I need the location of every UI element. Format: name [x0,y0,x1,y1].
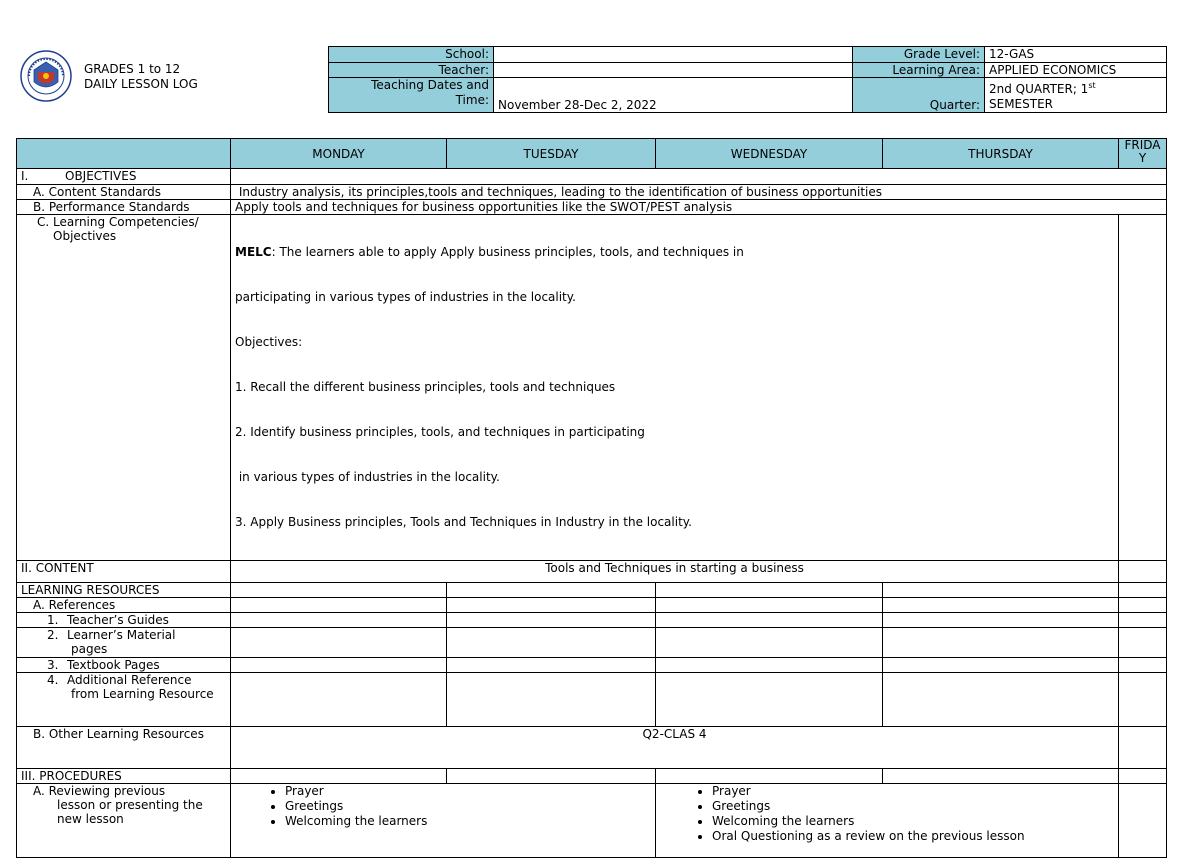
teacher-field[interactable] [494,63,853,78]
header-title-block [84,62,198,92]
deped-seal-icon [20,50,72,102]
performance-standards-value: Apply tools and techniques for business opportunities like the SWOT/PEST analysis [231,200,1167,215]
day-tuesday: TUESDAY [447,139,656,169]
grade-level-label: Grade Level: [853,47,985,63]
other-learning-resources-value: Q2-CLAS 4 [231,727,1119,769]
content-heading: II. CONTENT [17,561,231,583]
school-field[interactable] [494,47,853,63]
friday-review-cell [1119,784,1167,858]
reviewing-previous-lesson-label: A. Reviewing previous lesson or presenting the new lesson [17,784,231,858]
list-item: • Prayer [285,784,651,799]
learning-competencies-label: C. Learning Competencies/ Objectives [17,215,231,561]
list-item: • Welcoming the learners [285,814,651,829]
review-list-right [660,784,1114,844]
quarter-label: Quarter: [853,78,985,113]
list-item: • Welcoming the learners [712,814,1114,829]
learning-resources-heading: LEARNING RESOURCES [17,583,231,598]
teaching-dates-value: November 28-Dec 2, 2022 [494,78,853,113]
teaching-dates-label: Teaching Dates and Time: [329,78,494,113]
friday-competency-cell [1119,215,1167,561]
learning-area-value: APPLIED ECONOMICS [985,63,1167,78]
resource-learners-material: 2. Learner’s Material pages [17,628,231,658]
objectives-heading-blank [231,169,1167,185]
review-activities-mon-tue [231,784,656,858]
list-item: • Greetings [712,799,1114,814]
teacher-label: Teacher: [329,63,494,78]
learning-area-label: Learning Area: [853,63,985,78]
header-info-table [328,46,1167,113]
content-value: Tools and Techniques in starting a business [231,561,1119,583]
resource-textbook-pages: 3. Textbook Pages [17,658,231,673]
corner-cell [17,139,231,169]
list-item: • Oral Questioning as a review on the previous lesson [712,829,1114,844]
school-label: School: [329,47,494,63]
content-standards-value: Industry analysis, its principles,tools and techniques, leading to the identification of business opportunities [231,185,1167,200]
log-title: DAILY LESSON LOG [84,77,198,91]
references-label: A. References [17,598,231,613]
other-learning-resources-label: B. Other Learning Resources [17,727,231,769]
content-standards-label: A. Content Standards [17,185,231,200]
resource-additional-reference: 4. Additional Reference from Learning Resource [17,673,231,727]
grades-label: GRADES 1 to 12 [84,62,181,76]
day-monday: MONDAY [231,139,447,169]
day-friday: FRIDA Y [1119,139,1167,169]
review-activities-wed-thu [656,784,1119,858]
resource-teachers-guides: 1. Teacher’s Guides [17,613,231,628]
friday-content-cell [1119,561,1167,583]
deped-seal [20,50,72,102]
review-list-left [235,784,651,829]
grade-level-value: 12-GAS [985,47,1167,63]
list-item: • Greetings [285,799,651,814]
objectives-heading: I. OBJECTIVES [17,169,231,185]
friday-other-resources-cell [1119,727,1167,769]
day-wednesday: WEDNESDAY [656,139,883,169]
daily-log-table [16,138,1167,858]
list-item: • Prayer [712,784,1114,799]
learning-competencies-value: MELC: The learners able to apply Apply business principles, tools, and techniques in participating in various types of industries in the locality. Objectives: 1. Recall the different business principles, tools and techniques 2. Identify business principles, tools, and techniques in participating in various types of industries in the locality. 3. Apply Business principles, Tools and Techniques in Industry in the locality. [231,215,1119,561]
procedures-heading: III. PROCEDURES [17,769,231,784]
performance-standards-label: B. Performance Standards [17,200,231,215]
day-thursday: THURSDAY [883,139,1119,169]
quarter-value: 2nd QUARTER; 1st SEMESTER [985,78,1167,113]
